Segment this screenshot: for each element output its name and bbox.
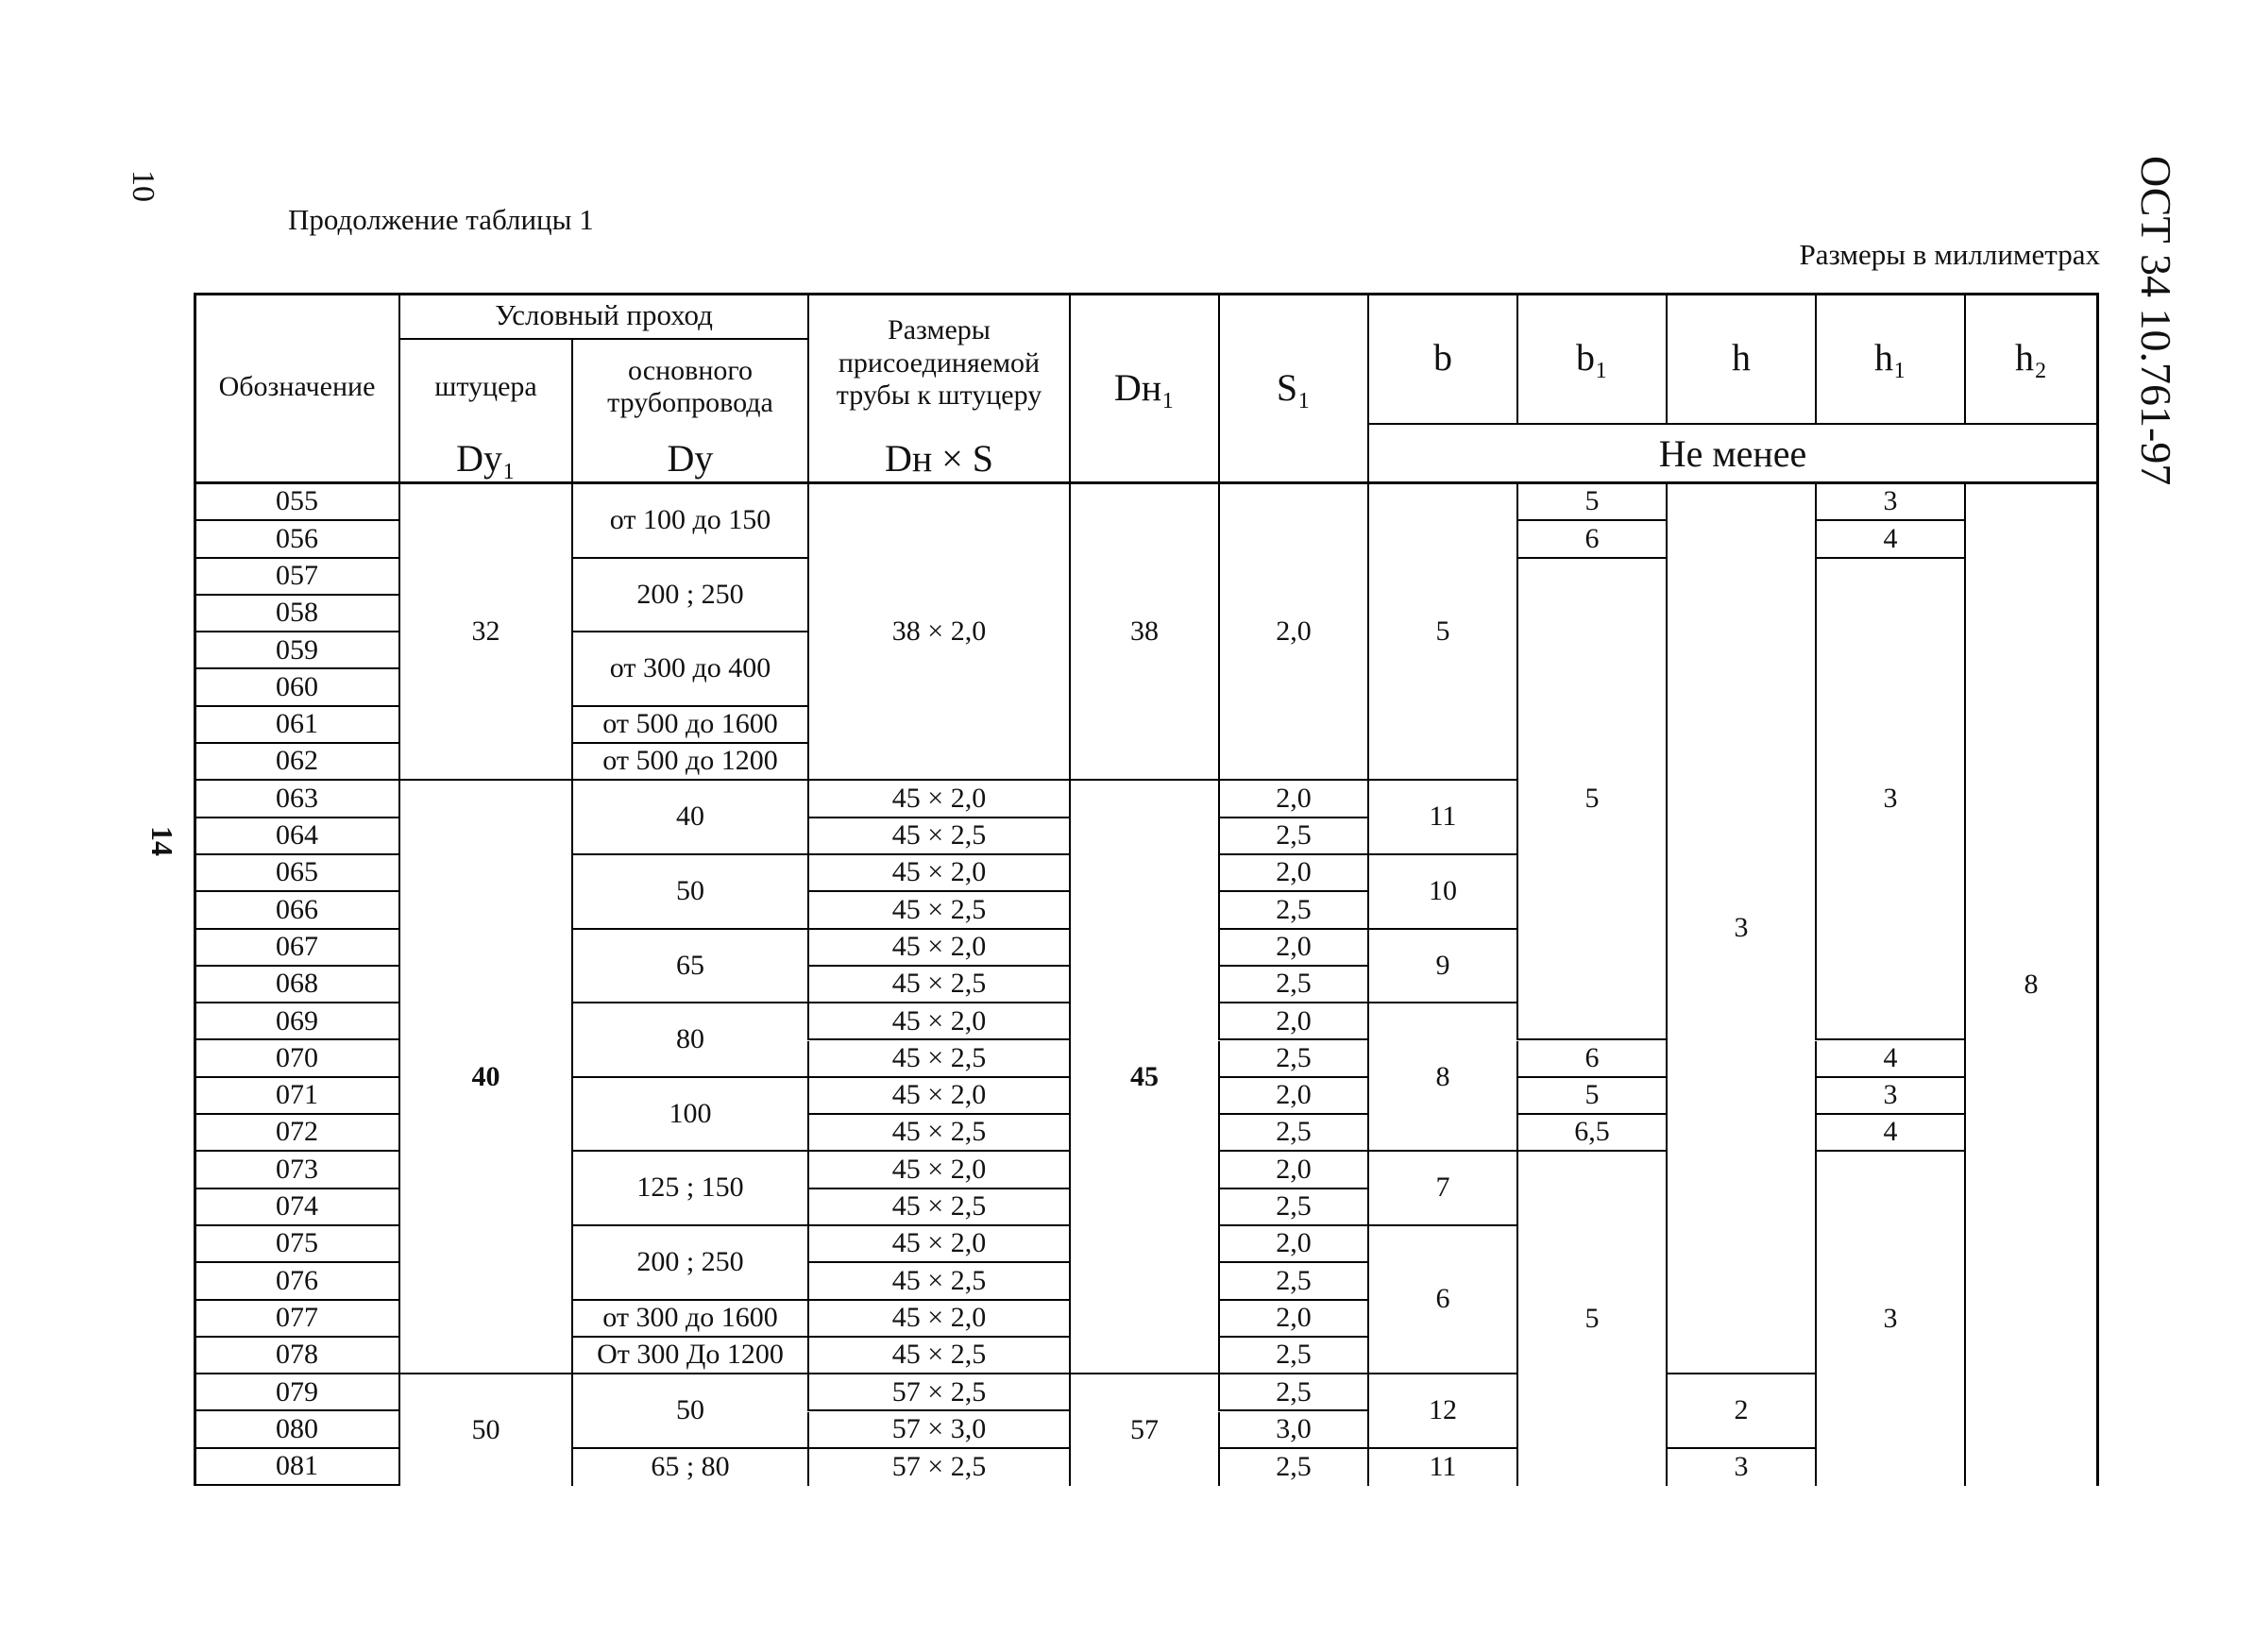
header-fitting-symbol: Dy₁ (398, 434, 571, 484)
row-designation: 062 (194, 744, 398, 781)
pipe-dims-cell: 57 × 2,5 (807, 1374, 1069, 1411)
pipe-dims-cell: 45 × 2,0 (807, 1078, 1069, 1115)
row-designation: 073 (194, 1152, 398, 1188)
row-designation: 059 (194, 632, 398, 669)
row-designation: 065 (194, 855, 398, 892)
header-h2: h₂ (1964, 293, 2096, 425)
s1-cell: 3,0 (1218, 1412, 1367, 1449)
s1-cell: 2,0 (1218, 1301, 1367, 1338)
side-page-number: 14 (145, 826, 179, 856)
b1-cell: 6,5 (1516, 1115, 1666, 1152)
row-designation: 069 (194, 1003, 398, 1040)
row-designation: 077 (194, 1301, 398, 1338)
main-dy-cell: 80 (571, 1003, 807, 1078)
header-not-less: Не менее (1367, 425, 2096, 484)
b1-cell: 6 (1516, 521, 1666, 558)
b-cell: 10 (1367, 855, 1516, 930)
h1-cell: 3 (1815, 1078, 1964, 1115)
s1-cell: 2,5 (1218, 1263, 1367, 1300)
row-designation: 055 (194, 484, 398, 521)
table-top-border (194, 293, 2099, 295)
b-cell: 5 (1367, 484, 1516, 781)
main-dy-cell: от 300 до 1600 (571, 1301, 807, 1338)
b1-cell: 5 (1516, 1078, 1666, 1115)
pipe-dims-cell: 45 × 2,0 (807, 781, 1069, 818)
row-designation: 060 (194, 670, 398, 707)
table-left-border (194, 293, 196, 1486)
main-dy-cell: от 100 до 150 (571, 484, 807, 559)
header-h1: h₁ (1815, 293, 1964, 425)
main-dy-cell: 200 ; 250 (571, 559, 807, 633)
s1-cell: 2,5 (1218, 1449, 1367, 1486)
main-dy-cell: 65 ; 80 (571, 1449, 807, 1486)
header-dn1: Dн₁ (1069, 293, 1218, 484)
pipe-dims-cell: 45 × 2,0 (807, 930, 1069, 967)
row-designation: 079 (194, 1374, 398, 1411)
header-h: h (1666, 293, 1815, 425)
main-dy-cell: 50 (571, 855, 807, 930)
row-designation: 074 (194, 1189, 398, 1226)
pipe-dims-cell: 38 × 2,0 (807, 484, 1069, 781)
row-designation: 056 (194, 521, 398, 558)
row-designation: 068 (194, 967, 398, 1003)
units-note: Размеры в миллиметрах (1799, 238, 2100, 271)
row-designation: 076 (194, 1263, 398, 1300)
header-main-symbol: Dy (571, 434, 807, 484)
pipe-dims-cell: 45 × 2,0 (807, 1226, 1069, 1263)
h-cell: 2 (1666, 1374, 1815, 1449)
header-pipe-symbol: Dн × S (807, 434, 1069, 484)
row-designation: 064 (194, 818, 398, 855)
main-dy-cell: от 300 до 400 (571, 632, 807, 707)
h-cell: 3 (1666, 484, 1815, 1374)
dimensions-table (194, 293, 2096, 1486)
s1-cell: 2,5 (1218, 1115, 1367, 1152)
b1-cell: 5 (1516, 1152, 1666, 1486)
row-designation: 071 (194, 1078, 398, 1115)
row-designation: 070 (194, 1041, 398, 1078)
main-dy-cell: 100 (571, 1078, 807, 1153)
pipe-dims-cell: 45 × 2,5 (807, 1263, 1069, 1300)
s1-cell: 2,5 (1218, 1374, 1367, 1411)
b-cell: 12 (1367, 1374, 1516, 1449)
s1-cell: 2,5 (1218, 818, 1367, 855)
fitting-dy1-cell: 40 (398, 781, 571, 1374)
main-dy-cell: от 500 до 1200 (571, 744, 807, 781)
row-designation: 078 (194, 1338, 398, 1374)
main-dy-cell: 200 ; 250 (571, 1226, 807, 1301)
h1-cell: 4 (1815, 1115, 1964, 1152)
page-number: 10 (126, 170, 161, 202)
b-cell: 7 (1367, 1152, 1516, 1226)
row-designation: 058 (194, 596, 398, 632)
s1-cell: 2,0 (1218, 1078, 1367, 1115)
b-cell: 8 (1367, 1003, 1516, 1152)
s1-cell: 2,0 (1218, 1226, 1367, 1263)
pipe-dims-cell: 45 × 2,5 (807, 892, 1069, 929)
pipe-dims-cell: 45 × 2,5 (807, 818, 1069, 855)
header-b1: b₁ (1516, 293, 1666, 425)
b-cell: 11 (1367, 1449, 1516, 1486)
row-designation: 061 (194, 707, 398, 744)
fitting-dy1-cell: 50 (398, 1374, 571, 1486)
table-caption: Продолжение таблицы 1 (288, 203, 594, 236)
s1-cell: 2,0 (1218, 1152, 1367, 1188)
row-designation: 080 (194, 1412, 398, 1449)
pipe-dims-cell: 45 × 2,0 (807, 855, 1069, 892)
row-designation: 075 (194, 1226, 398, 1263)
header-main-pipeline: основного трубопровода (571, 340, 807, 434)
dn1-cell: 38 (1069, 484, 1218, 781)
dn1-cell: 45 (1069, 781, 1218, 1374)
pipe-dims-cell: 45 × 2,5 (807, 1189, 1069, 1226)
s1-cell: 2,5 (1218, 1338, 1367, 1374)
dn1-cell: 57 (1069, 1374, 1218, 1486)
h1-cell: 3 (1815, 1152, 1964, 1486)
pipe-dims-cell: 57 × 3,0 (807, 1412, 1069, 1449)
pipe-dims-cell: 45 × 2,5 (807, 1041, 1069, 1078)
main-dy-cell: 40 (571, 781, 807, 855)
b1-cell: 5 (1516, 559, 1666, 1041)
s1-cell: 2,0 (1218, 930, 1367, 967)
pipe-dims-cell: 45 × 2,0 (807, 1301, 1069, 1338)
document-id: ОСТ 34 10.761-97 (2132, 156, 2180, 486)
header-b: b (1367, 293, 1516, 425)
header-bottom-border (194, 481, 2099, 484)
header-pipe-dims: Размеры присоединяемой трубы к штуцеру (807, 293, 1069, 434)
b-cell: 6 (1367, 1226, 1516, 1374)
header-s1: S₁ (1218, 293, 1367, 484)
b1-cell: 6 (1516, 1041, 1666, 1078)
pipe-dims-cell: 57 × 2,5 (807, 1449, 1069, 1486)
s1-cell: 2,5 (1218, 892, 1367, 929)
table-right-border (2096, 293, 2099, 1486)
pipe-dims-cell: 45 × 2,0 (807, 1152, 1069, 1188)
row-designation: 081 (194, 1449, 398, 1486)
main-dy-cell: 125 ; 150 (571, 1152, 807, 1226)
row-designation: 072 (194, 1115, 398, 1152)
s1-cell: 2,0 (1218, 1003, 1367, 1040)
h2-cell: 8 (1964, 484, 2096, 1486)
s1-cell: 2,0 (1218, 781, 1367, 818)
header-nominal-passage: Условный проход (398, 293, 807, 340)
s1-cell: 2,5 (1218, 967, 1367, 1003)
pipe-dims-cell: 45 × 2,5 (807, 1115, 1069, 1152)
row-designation: 066 (194, 892, 398, 929)
pipe-dims-cell: 45 × 2,5 (807, 1338, 1069, 1374)
fitting-dy1-cell: 32 (398, 484, 571, 781)
header-designation: Обозначение (194, 293, 398, 484)
b1-cell: 5 (1516, 484, 1666, 521)
header-fitting: штуцера (398, 340, 571, 434)
s1-cell: 2,5 (1218, 1041, 1367, 1078)
h1-cell: 3 (1815, 559, 1964, 1041)
s1-cell: 2,0 (1218, 855, 1367, 892)
main-dy-cell: 50 (571, 1374, 807, 1449)
main-dy-cell: 65 (571, 930, 807, 1004)
pipe-dims-cell: 45 × 2,5 (807, 967, 1069, 1003)
pipe-dims-cell: 45 × 2,0 (807, 1003, 1069, 1040)
s1-cell: 2,5 (1218, 1189, 1367, 1226)
main-dy-cell: от 500 до 1600 (571, 707, 807, 744)
row-designation: 057 (194, 559, 398, 596)
h1-cell: 4 (1815, 1041, 1964, 1078)
s1-cell: 2,0 (1218, 484, 1367, 781)
h1-cell: 4 (1815, 521, 1964, 558)
row-designation: 067 (194, 930, 398, 967)
h-cell: 3 (1666, 1449, 1815, 1486)
main-dy-cell: От 300 До 1200 (571, 1338, 807, 1374)
row-designation: 063 (194, 781, 398, 818)
b-cell: 9 (1367, 930, 1516, 1004)
b-cell: 11 (1367, 781, 1516, 855)
h1-cell: 3 (1815, 484, 1964, 521)
